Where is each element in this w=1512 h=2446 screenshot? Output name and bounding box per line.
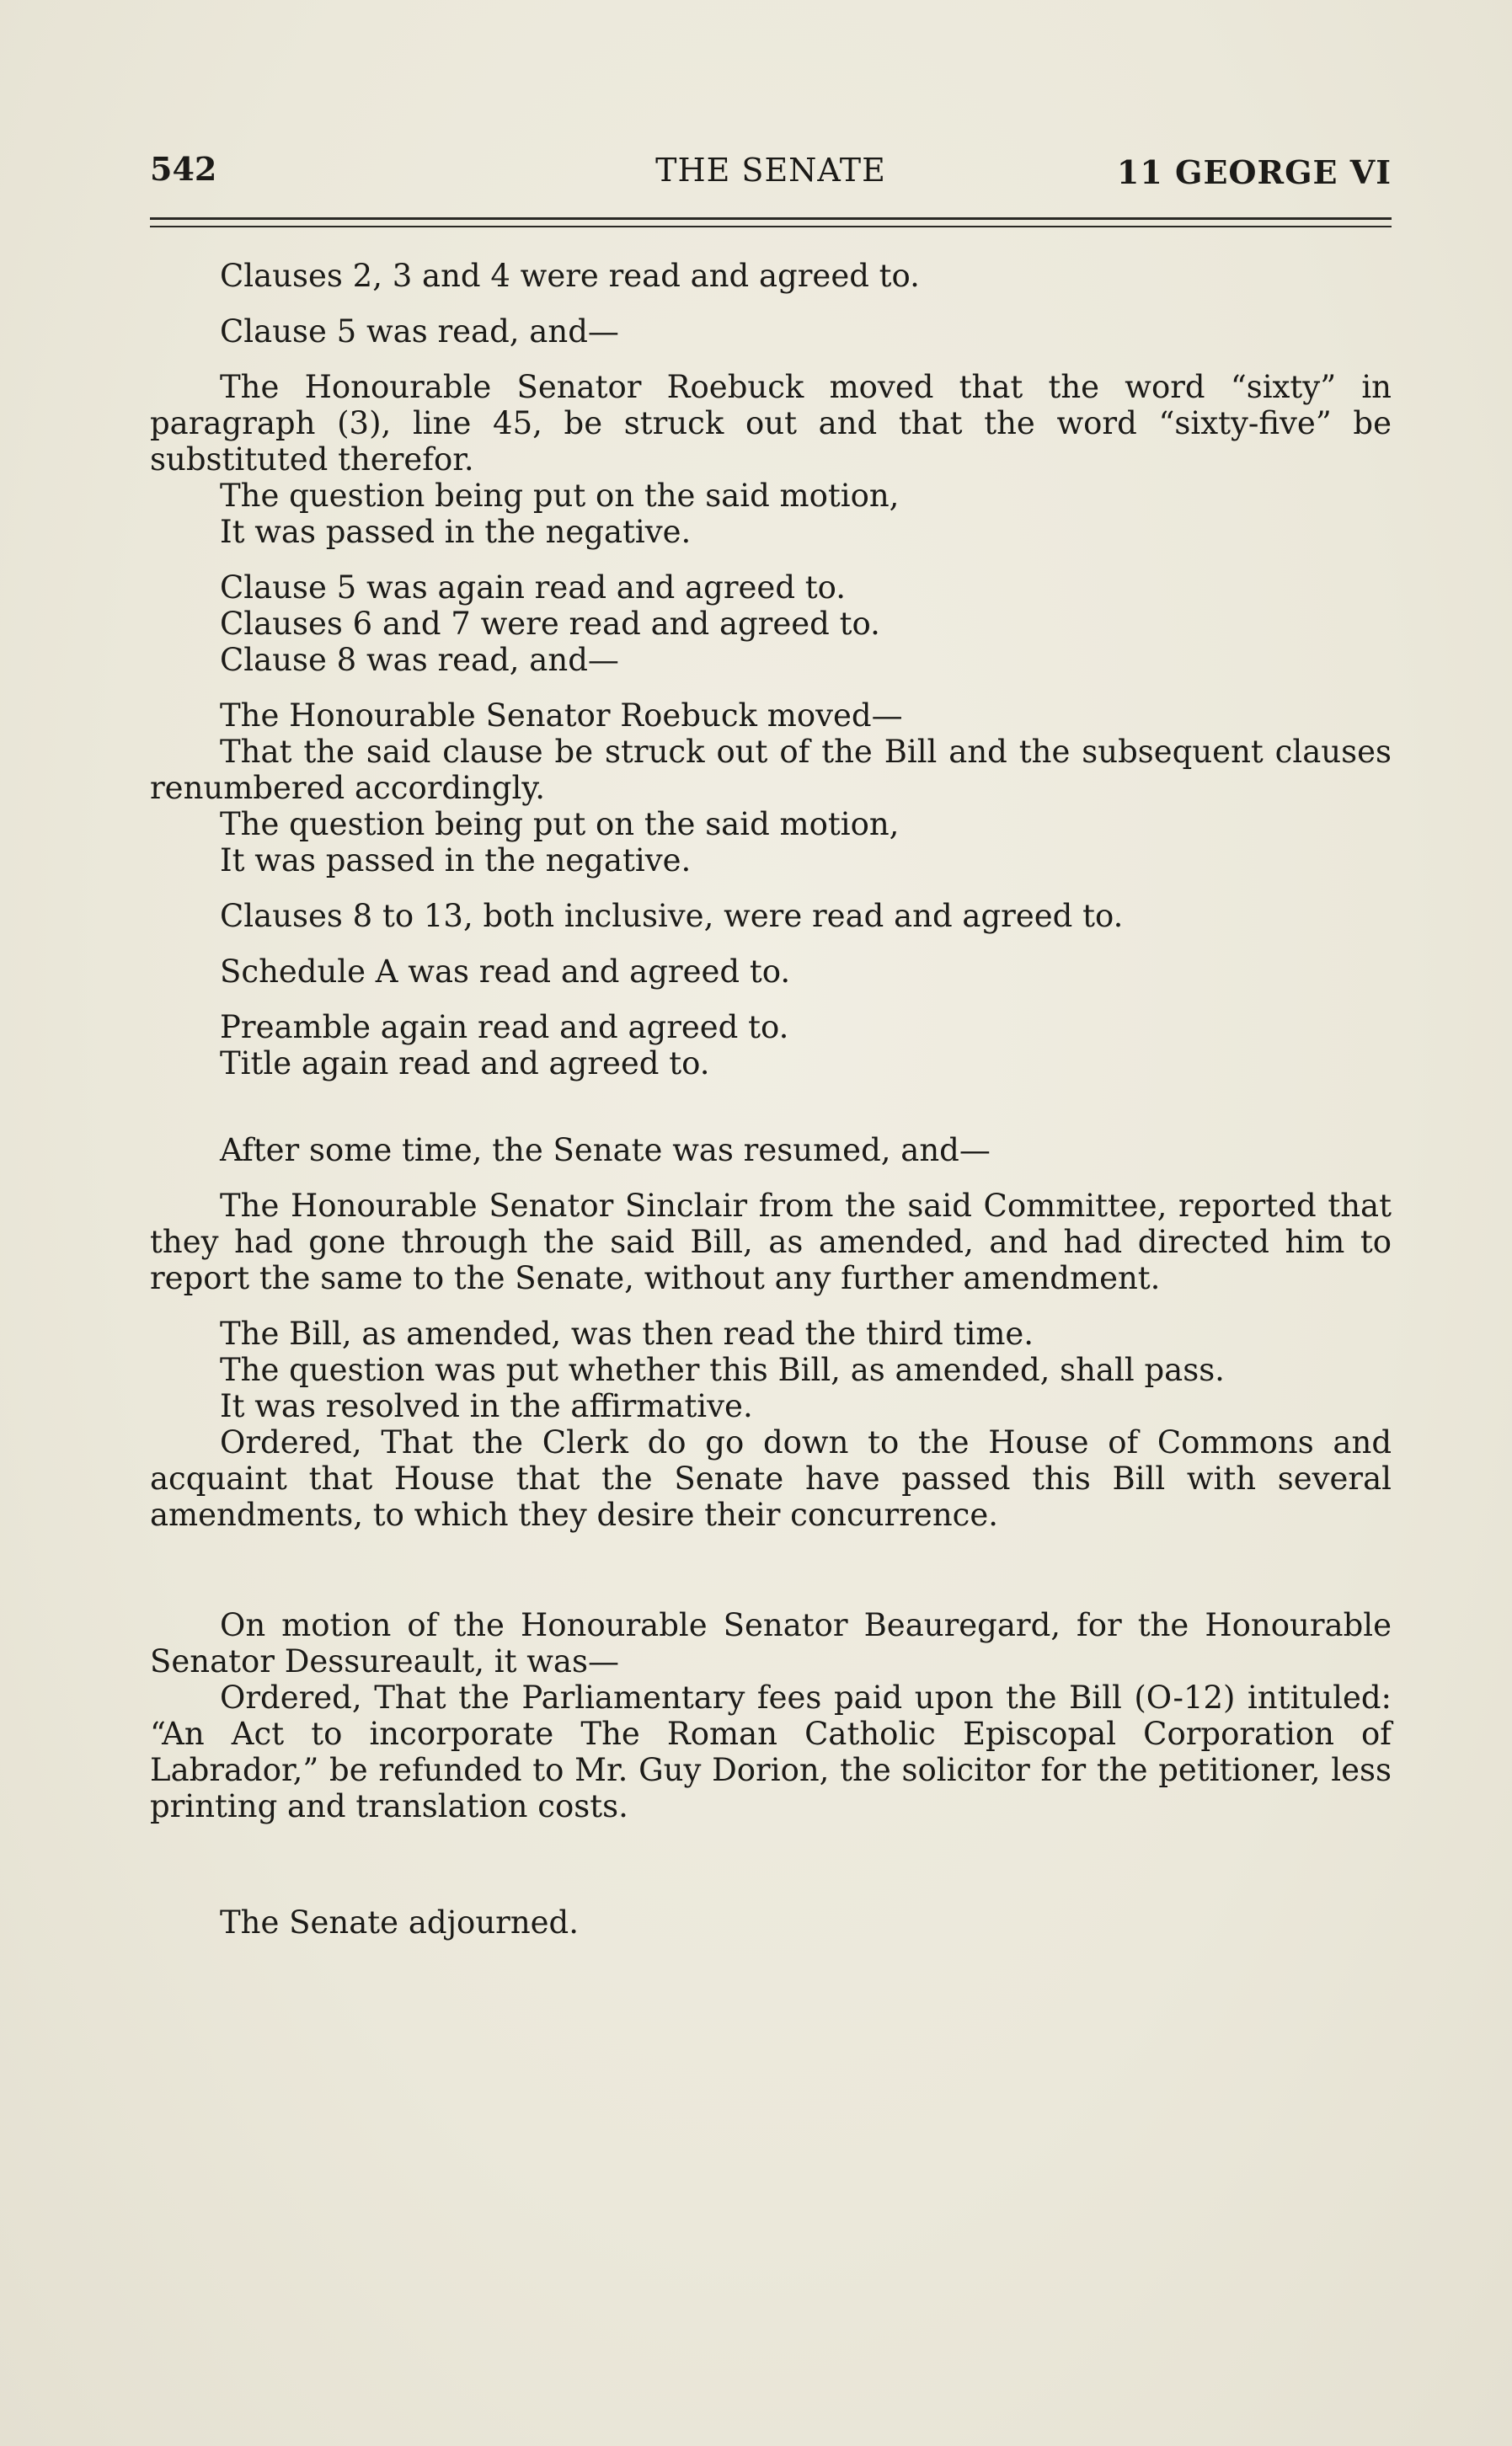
paragraph: The Bill, as amended, was then read the third time.	[220, 1316, 1034, 1352]
regnal-year: 11 GEORGE VI	[1116, 153, 1392, 191]
paragraph: Clause 5 was read, and—	[220, 313, 619, 350]
page-title: THE SENATE	[655, 152, 886, 189]
paragraph: Clauses 2, 3 and 4 were read and agreed to.	[220, 258, 920, 294]
paragraph: It was passed in the negative.	[220, 514, 692, 550]
paragraph: It was passed in the negative.	[220, 842, 692, 879]
page-number: 542	[150, 150, 217, 188]
paragraph: That the said clause be struck out of the Bill and the subsequent clauses renumbered accordingly.	[150, 734, 1392, 806]
paragraph: On motion of the Honourable Senator Beauregard, for the Honourable Senator Dessureault, it was—	[150, 1607, 1392, 1680]
paragraph: After some time, the Senate was resumed, and—	[220, 1132, 991, 1168]
document-body	[150, 258, 1392, 1941]
paragraph: The Honourable Senator Roebuck moved—	[220, 697, 903, 734]
paragraph: The question was put whether this Bill, as amended, shall pass.	[220, 1352, 1225, 1388]
paragraph: The question being put on the said motion,	[220, 806, 900, 842]
paragraph: Clauses 6 and 7 were read and agreed to.	[220, 606, 880, 642]
paragraph: Preamble again read and agreed to.	[220, 1009, 789, 1045]
paragraph: Clauses 8 to 13, both inclusive, were read and agreed to.	[220, 898, 1124, 934]
paragraph: The Senate adjourned.	[220, 1904, 580, 1941]
paragraph: The Honourable Senator Roebuck moved that the word “sixty” in paragraph (3), line 45, be struck out and that the word “sixty-five” be substituted therefor.	[150, 369, 1392, 478]
paragraph: Clause 8 was read, and—	[220, 642, 619, 678]
paragraph: Schedule A was read and agreed to.	[220, 953, 791, 990]
header-rule-top	[150, 217, 1392, 220]
paragraph: Title again read and agreed to.	[220, 1045, 710, 1081]
running-header	[150, 150, 1392, 200]
paragraph: Ordered, That the Clerk do go down to the House of Commons and acquaint that House that the Senate have passed this Bill with several amendments, to which they desire their concurrence.	[150, 1424, 1392, 1533]
paragraph: The Honourable Senator Sinclair from the said Committee, reported that they had gone through the said Bill, as amended, and had directed him to report the same to the Senate, without any further amendment.	[150, 1188, 1392, 1296]
paragraph: It was resolved in the affirmative.	[220, 1388, 753, 1424]
paragraph: Clause 5 was again read and agreed to.	[220, 569, 847, 606]
paragraph: Ordered, That the Parliamentary fees paid upon the Bill (O-12) intituled: “An Act to incorporate The Roman Catholic Episcopal Corporation of Labrador,” be refunded to Mr. Guy Dorion, the solicitor for the petitioner, less printing and translation costs.	[150, 1680, 1392, 1824]
header-rule-bottom	[150, 226, 1392, 227]
paragraph: The question being put on the said motion,	[220, 478, 900, 514]
